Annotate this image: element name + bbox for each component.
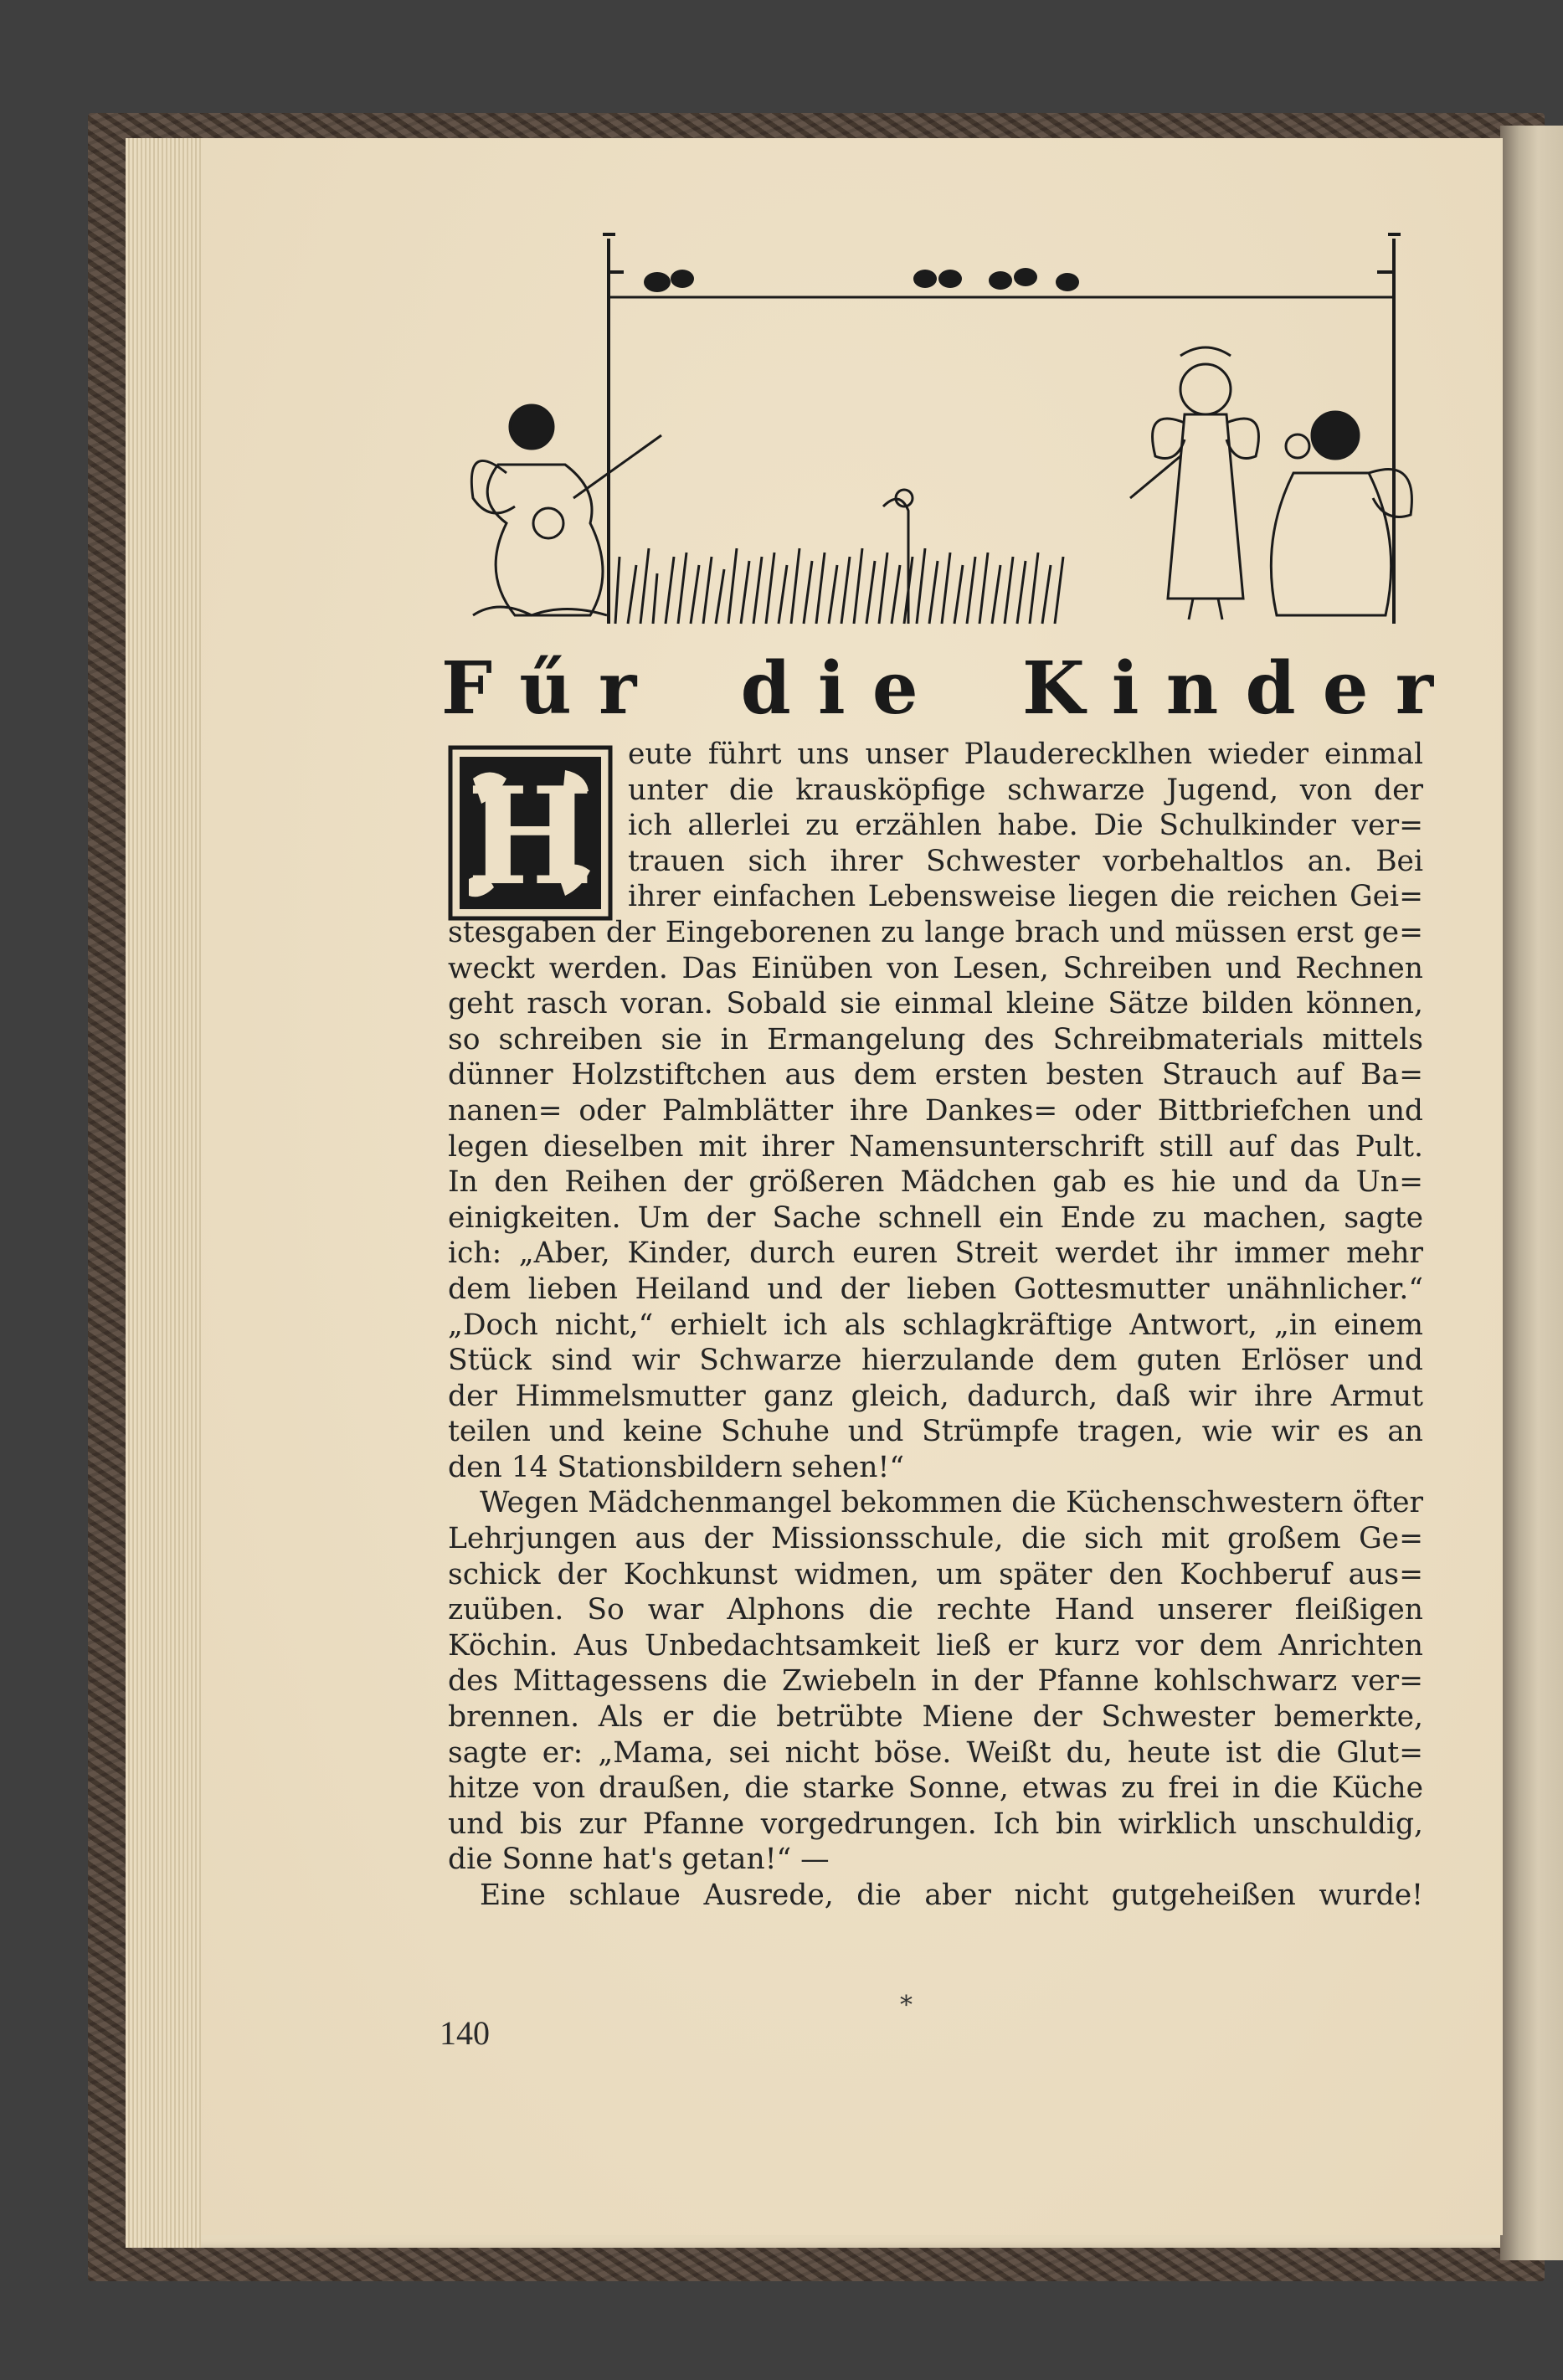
text-line: teilen und keine Schuhe und Strümpfe tragen, wie wir es an <box>448 1415 1423 1449</box>
text-line: Stück sind wir Schwarze hierzulande dem guten Erlöser und <box>448 1344 1423 1378</box>
text-line: geht rasch voran. Sobald sie einmal kleine Sätze bilden können, <box>448 987 1423 1021</box>
book-gutter <box>1500 126 1563 2260</box>
text-line: stesgaben der Eingeborenen zu lange brach und müssen erst ge= <box>448 915 1423 949</box>
text-line: der Himmelsmutter ganz gleich, dadurch, daß wir ihre Armut <box>448 1379 1423 1413</box>
title-letter: d <box>1245 646 1296 731</box>
text-line: schick der Kochkunst widmen, um später den Kochberuf aus= <box>448 1557 1423 1591</box>
title-letter: i <box>817 646 846 731</box>
right-angel-figure <box>1271 412 1411 615</box>
text-line: einigkeiten. Um der Sache schnell ein Ende zu machen, sagte <box>448 1200 1423 1235</box>
title-letter: K <box>1021 646 1085 731</box>
title-letter: e <box>871 646 918 731</box>
text-line: Lehrjungen aus der Missionsschule, die sich mit großem Ge= <box>448 1522 1423 1556</box>
text-line: In den Reihen der größeren Mädchen gab es hie und da Un= <box>448 1165 1423 1200</box>
text-line: legen dieselben mit ihrer Namensunterschrift still auf das Pult. <box>448 1129 1423 1164</box>
title-letter: i <box>1111 646 1139 731</box>
title-letter: n <box>1165 646 1219 731</box>
text-line: Köchin. Aus Unbedachtsamkeit ließ er kurz vor dem Anrichten <box>448 1628 1423 1663</box>
text-line: und bis zur Pfanne vorgedrungen. Ich bin wirklich unschuldig, <box>448 1807 1423 1841</box>
title-letter: r <box>598 646 637 731</box>
text-line: die Sonne hat's getan!“ — <box>448 1843 830 1877</box>
text-line: Wegen Mädchenmangel bekommen die Küchenschwestern öfter <box>480 1486 1423 1520</box>
text-line: ihrer einfachen Lebensweise liegen die reichen Gei= <box>628 880 1423 914</box>
text-line: den 14 Stationsbildern sehen!“ <box>448 1450 905 1484</box>
text-line: trauen sich ihrer Schwester vorbehaltlos an. Bei <box>628 844 1423 878</box>
text-line: ich allerlei zu erzählen habe. Die Schulkinder ver= <box>628 809 1423 843</box>
text-line: weckt werden. Das Einüben von Lesen, Schreiben und Rechnen <box>448 951 1423 985</box>
page-number: 140 <box>440 2014 490 2052</box>
text-line: des Mittagessens die Zwiebeln in der Pfanne kohlschwarz ver= <box>448 1664 1423 1699</box>
title-letter: r <box>1395 646 1433 731</box>
text-line: nanen= oder Palmblätter ihre Dankes= oder Bittbriefchen und <box>448 1093 1423 1128</box>
section-separator: * <box>900 1991 913 2020</box>
text-line: Eine schlaue Ausrede, die aber nicht gutgeheißen wurde! <box>480 1879 1423 1912</box>
dropcap-letter: H <box>466 758 594 915</box>
text-line: sagte er: „Mama, sei nicht böse. Weißt du, heute ist die Glut= <box>448 1735 1423 1770</box>
birds <box>644 268 1079 292</box>
middle-angel-figure <box>1130 347 1258 619</box>
text-line: so schreiben sie in Ermangelung des Schreibmaterials mittels <box>448 1022 1423 1056</box>
text-line: dem lieben Heiland und der lieben Gottesmutter unähnlicher.“ <box>448 1272 1423 1306</box>
text-line: unter die krausköpfige schwarze Jugend, von der <box>628 773 1423 807</box>
body-text <box>448 737 1423 1914</box>
text-line: zuüben. So war Alphons die rechte Hand unserer fleißigen <box>448 1593 1423 1627</box>
text-line: hitze von draußen, die starke Sonne, etwas zu frei in die Küche <box>448 1771 1423 1806</box>
text-line: ich: „Aber, Kinder, durch euren Streit werdet ihr immer mehr <box>448 1236 1423 1271</box>
title-letter: ű <box>519 646 572 731</box>
title-letter: d <box>740 646 791 731</box>
text-line: brennen. Als er die betrübte Miene der Schwester bemerkte, <box>448 1700 1423 1735</box>
text-line: eute führt uns unser Plauderecklhen wieder einmal <box>628 738 1423 771</box>
title-letter: F <box>441 646 493 731</box>
grass <box>615 490 1063 624</box>
title-letter: e <box>1322 646 1369 731</box>
text-line: „Doch nicht,“ erhielt ich als schlagkräftige Antwort, „in einem <box>448 1308 1423 1342</box>
illustration-children-birds <box>448 222 1440 636</box>
text-line: dünner Holzstiftchen aus dem ersten besten Strauch auf Ba= <box>448 1058 1423 1092</box>
section-title <box>441 645 1433 733</box>
